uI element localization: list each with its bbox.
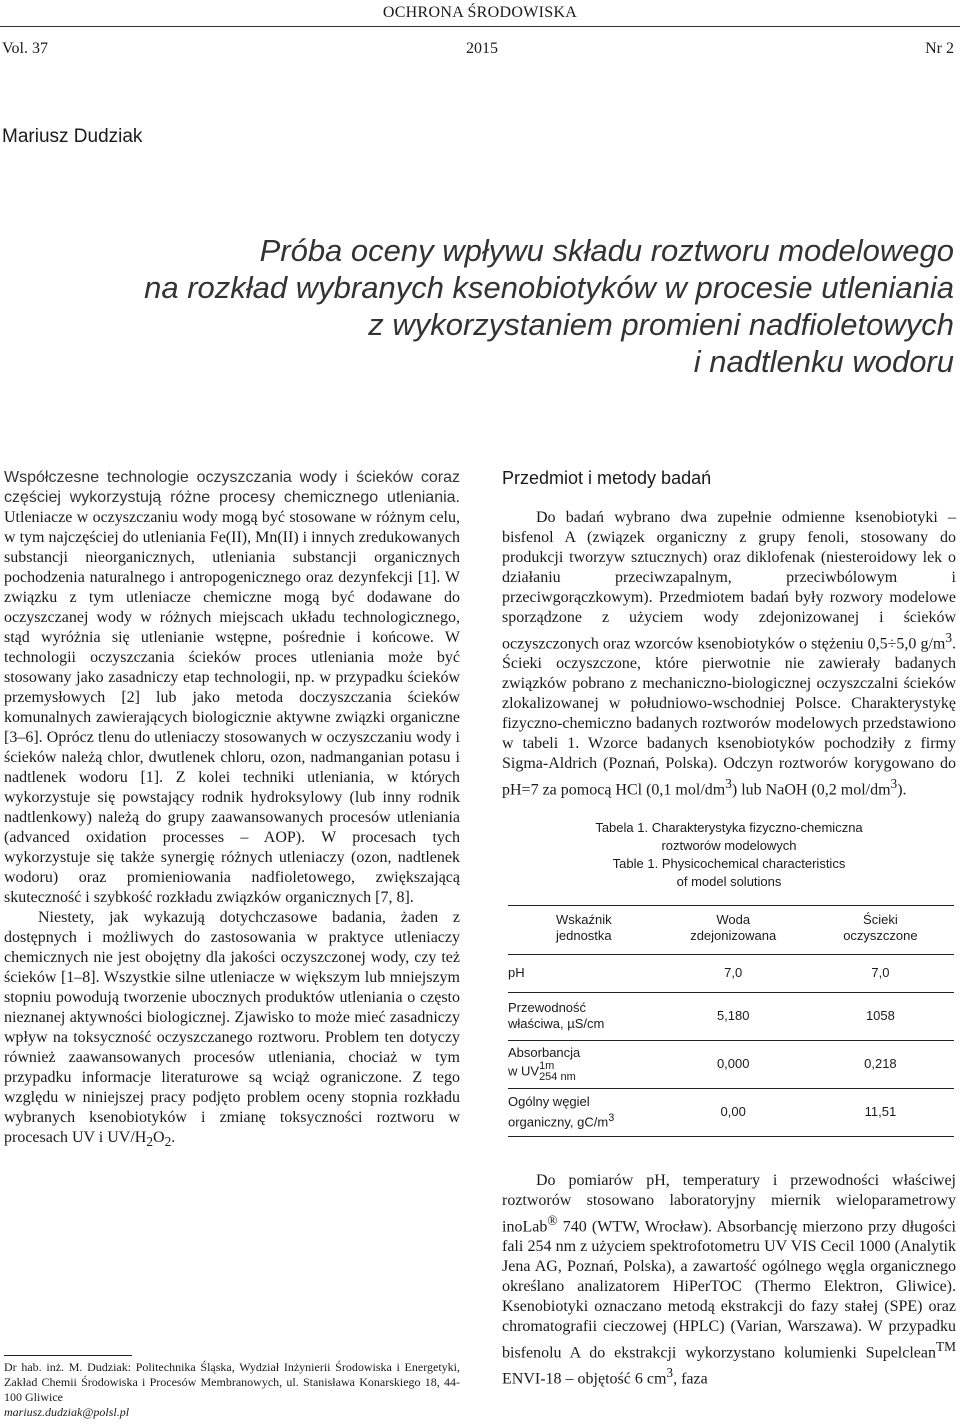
methods-text: ). xyxy=(897,781,907,799)
superscript: TM xyxy=(936,1338,956,1354)
superscript: 3 xyxy=(608,1111,615,1124)
methods-text: , faza xyxy=(673,1370,708,1388)
column-header xyxy=(660,905,807,954)
caption-line: of model solutions xyxy=(676,873,782,889)
methods-text: Do badań wybrano dwa zupełnie odmienne ksenobiotyki – bisfenol A (związek organiczny z grupy fenoli, stosowany do produkcji tworzyw sztucznych) oraz diklofenak (niesteroidowy lek o działaniu przeciwzapalnym, przeciwbólowym i przeciwgorączkowym). Przedmiotem badań były rozwory modelowe sporządzone z użyciem wody zdejonizowanej i ścieków oczyszczonych oraz wzorców ksenobiotyków o stężeniu 0,5÷5,0 g/m xyxy=(502,509,956,653)
characteristics-table xyxy=(508,905,954,1137)
title-line: i nadtlenku wodoru xyxy=(693,344,954,379)
label-text: Ogólny węgiel xyxy=(508,1093,590,1109)
cell-sewage: 11,51 xyxy=(864,1104,897,1120)
intro-text-2: Niestety, jak wykazują dotychczasowe badania, żaden z dostępnych i możliwych do zastosowania w praktyce utleniaczy chemicznych nie jest obojętny dla jakości oczyszczonej wody, czy też ścieków [1–8]. Wszystkie silne utleniacze w większym lub mniejszym stopniu powodują tworzenie ubocznych produktów utleniania o często nieznanej aktywności biologicznej. Zjawisko to może mieć zasadniczy wpływ na toksyczność oczyszczanego roztworu. Problem ten dotyczy również zaawansowanych procesów utleniania, chociaż w tym przypadku informacje literaturowe są wciąż ograniczone. Z tego względu w niniejszej pracy podjęto problem oceny stopnia rozkładu wybranych ksenobiotyków i zmianę toksyczności roztworu w procesach UV i UV/H xyxy=(4,909,460,1146)
journal-name: OCHRONA ŚRODOWISKA xyxy=(382,4,578,21)
row-label xyxy=(508,1088,660,1136)
author-footnote xyxy=(4,1360,460,1420)
methods-text: Do pomiarów pH, temperatury i przewodności właściwej roztworów stosowano laboratoryjny miernik wieloparametrowy inoLab xyxy=(502,1171,956,1235)
issue-label: Nr 2 xyxy=(925,40,954,57)
header-text: jednostka xyxy=(555,927,612,943)
cell-water: 5,180 xyxy=(716,1008,750,1024)
cell-sewage: 0,218 xyxy=(864,1056,897,1072)
cell-water: 0,000 xyxy=(716,1056,750,1072)
author-name: Mariusz Dudziak xyxy=(2,126,143,147)
title-line: na rozkład wybranych ksenobiotyków w procesie utleniania xyxy=(144,270,954,305)
methods-paragraph xyxy=(502,508,956,801)
superscript: 3 xyxy=(945,630,952,645)
superscript: 3 xyxy=(890,776,898,792)
row-label: pH xyxy=(508,965,525,981)
right-column xyxy=(502,468,956,1390)
header-text: oczyszczone xyxy=(843,927,918,943)
table-row xyxy=(508,1088,954,1136)
table-header-row xyxy=(508,905,954,954)
label-text: organiczny, gC/m xyxy=(508,1114,609,1130)
caption-line: Tabela 1. Charakterystyka fizyczno-chemiczna xyxy=(595,819,863,835)
methods-text: ENVI-18 – objętość 6 cm xyxy=(502,1370,667,1388)
label-text: Przewodność xyxy=(508,1000,587,1016)
left-column xyxy=(4,468,460,1152)
header-text: Woda xyxy=(716,911,751,927)
caption-line: roztworów modelowych xyxy=(661,837,797,853)
methods-paragraph-2 xyxy=(502,1171,956,1390)
row-label xyxy=(508,1040,660,1088)
section-heading: Przedmiot i metody badań xyxy=(502,468,712,488)
header-rule xyxy=(0,26,960,27)
column-header xyxy=(807,905,954,954)
table-row xyxy=(508,1040,954,1088)
intro-text-2c: . xyxy=(171,1129,176,1146)
label-text: w UV xyxy=(508,1063,540,1079)
column-header xyxy=(508,905,660,954)
table-caption xyxy=(502,819,956,891)
subscript: 254 nm xyxy=(539,1071,576,1084)
title-line: Próba oceny wpływu składu roztworu modelowego xyxy=(259,233,954,268)
cell-sewage: 7,0 xyxy=(871,965,890,981)
superscript: 1m xyxy=(539,1060,555,1073)
author-email[interactable]: mariusz.dudziak@polsl.pl xyxy=(4,1405,130,1419)
title-line: z wykorzystaniem promieni nadfioletowych xyxy=(368,307,954,342)
superscript: 3 xyxy=(725,776,732,792)
superscript: 3 xyxy=(666,1365,674,1381)
footnote-rule xyxy=(4,1355,132,1356)
caption-line: Table 1. Physicochemical characteristics xyxy=(612,855,846,871)
cell-sewage: 1058 xyxy=(865,1008,895,1024)
header-text: Ścieki xyxy=(863,911,898,927)
label-text: właściwa, µS/cm xyxy=(508,1016,605,1032)
methods-text: ) lub NaOH (0,2 mol/dm xyxy=(731,781,891,799)
intro-text-2b: O xyxy=(153,1129,165,1146)
intro-paragraph xyxy=(4,468,460,908)
methods-text: . Ścieki oczyszczone, które pierwotnie nie zawierały badanych związków pobrano z mechaniczno-biologicznej oczyszczalni ścieków zlokalizowanej w południowo-wschodniej Polsce. Charakterystykę fizyczno-chemiczno badanych roztworów modelowych przedstawiono w tabeli 1. Wzorce badanych ksenobiotyków pochodziły z firmy Sigma-Aldrich (Poznań, Polska). Odczyn roztworów korygowano do pH=7 za pomocą HCl (0,1 mol/dm xyxy=(502,635,956,799)
cell-water: 7,0 xyxy=(724,965,743,981)
volume-label: Vol. 37 xyxy=(2,40,48,57)
intro-paragraph-2 xyxy=(4,908,460,1152)
subscript: 2 xyxy=(164,1134,172,1150)
cell-water: 0,00 xyxy=(720,1104,746,1120)
article-title xyxy=(60,232,954,380)
superscript: ® xyxy=(547,1212,558,1228)
footnote-text: Dr hab. inż. M. Dudziak: Politechnika Śląska, Wydział Inżynierii Środowiska i Energetyki, Zakład Chemii Środowiska i Procesów Membranowych, ul. Stanisława Konarskiego 18, 44-100 Gliwice xyxy=(4,1360,460,1404)
label-text: Absorbancja xyxy=(508,1045,581,1061)
row-label xyxy=(508,992,660,1040)
table-row xyxy=(508,954,954,992)
intro-text: Utleniacze w oczyszczaniu wody mogą być stosowane w różnym celu, w tym najczęściej do utleniania Fe(II), Mn(II) i innych zredukowanych substancji nieorganicznych, utleniania substancji organicznych pochodzenia naturalnego i antropogenicznego oraz dezynfekcji [1]. W związku z tym utleniacze chemiczne mogą być dodawane do oczyszczanej wody w różnych miejscach układu technologicznego, stąd wyróżnia się utlenianie wstępne, pośrednie i końcowe. W technologii oczyszczania ścieków proces utleniania może być stosowany jako zasadniczy etap technologii, np. w przypadku ścieków przemysłowych [2] lub jako metoda doczyszczania ścieków komunalnych zawierających biologicznie aktywne związki organiczne [3–6]. Oprócz tlenu do utleniaczy stosowanych w oczyszczaniu wody i ścieków należą chlor, dwutlenek chloru, ozon, nadmanganian potasu i nadtlenek wodoru [1]. Z kolei techniki utleniania, w których wykorzystuje się powstający rodnik hydroksylowy (lub inny rodnik nadtlenkowy) należą do grupy zaawansowanych procesów utleniania (advanced oxidation processes – AOP). W procesach tych wykorzystuje się także synergię różnych utleniaczy (ozon, nadtlenek wodoru) oraz promieniowania nadfioletowego, zwiększającą skuteczność i szybkość rozkładu związków organicznych [7, 8]. xyxy=(4,509,460,906)
intro-lead: Współczesne technologie oczyszczania wody i ścieków coraz częściej wykorzystują różne procesy chemicznego utleniania. xyxy=(4,469,460,506)
subscript: 2 xyxy=(146,1134,154,1150)
header-text: Wskaźnik xyxy=(556,911,612,927)
year-label: 2015 xyxy=(466,40,498,57)
header-text: zdejonizowana xyxy=(690,927,777,943)
methods-text: 740 (WTW, Wrocław). Absorbancję mierzono przy długości fali 254 nm z użyciem spektrofotometru UV VIS Cecil 1000 (Analytik Jena AG, Poznań, Polska), a zawartość ogólnego węgla organicznego określano analizatorem HiPerTOC (Thermo Elektron, Gliwice). Ksenobiotyki oznaczano metodą ekstrakcji do fazy stałej (SPE) oraz chromatografii cieczowej (HPLC) (Varian, Warszawa). W przypadku bisfenolu A do ekstrakcji wykorzystano kolumienki Supelclean xyxy=(502,1217,956,1362)
table-row xyxy=(508,992,954,1040)
